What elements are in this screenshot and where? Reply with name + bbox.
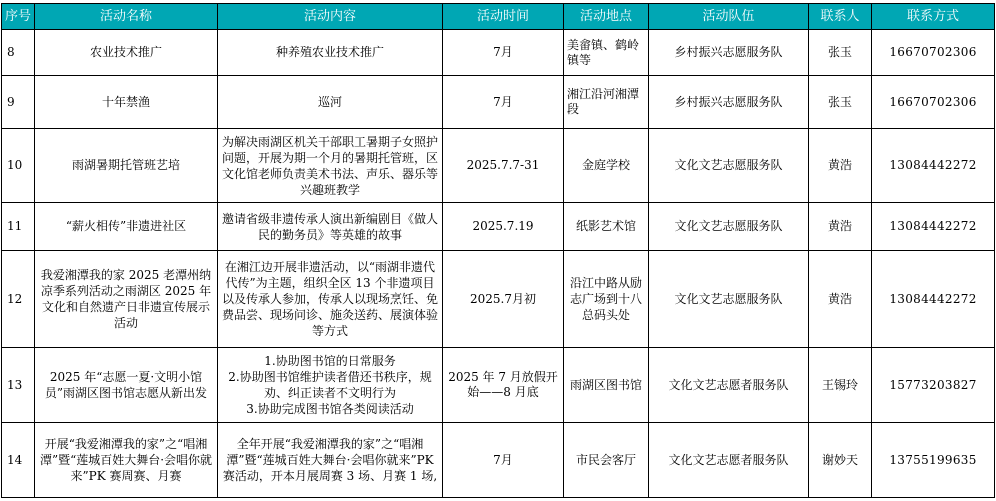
header-contact: 联系人 <box>809 4 872 30</box>
content-line: 3.协助完成图书馆各类阅读活动 <box>246 402 414 416</box>
cell-content <box>218 348 443 423</box>
cell-no: 10 <box>2 129 35 203</box>
cell-contact: 黄浩 <box>809 251 872 348</box>
cell-contact: 黄浩 <box>809 203 872 251</box>
cell-no: 9 <box>2 76 35 129</box>
cell-phone: 16670702306 <box>872 30 995 76</box>
cell-time: 2025.7.19 <box>443 203 564 251</box>
header-name: 活动名称 <box>35 4 218 30</box>
cell-content: 邀请省级非遗传承人演出新编剧目《做人民的勤务员》等英雄的故事 <box>218 203 443 251</box>
table-row <box>2 423 995 498</box>
cell-phone: 13755199635 <box>872 423 995 498</box>
cell-time: 7月 <box>443 423 564 498</box>
cell-place: 市民会客厅 <box>564 423 649 498</box>
table-row <box>2 203 995 251</box>
header-content: 活动内容 <box>218 4 443 30</box>
cell-contact: 黄浩 <box>809 129 872 203</box>
cell-contact: 张玉 <box>809 30 872 76</box>
cell-contact: 谢妙天 <box>809 423 872 498</box>
header-row <box>2 4 995 30</box>
cell-team: 文化文艺志愿服务队 <box>649 203 809 251</box>
cell-place: 雨湖区图书馆 <box>564 348 649 423</box>
cell-phone: 13084442272 <box>872 129 995 203</box>
cell-name: “薪火相传”非遗进社区 <box>35 203 218 251</box>
cell-team: 文化文艺志愿服务队 <box>649 129 809 203</box>
header-phone: 联系方式 <box>872 4 995 30</box>
header-no: 序号 <box>2 4 35 30</box>
table-row <box>2 129 995 203</box>
cell-time: 2025.7月初 <box>443 251 564 348</box>
cell-place: 金庭学校 <box>564 129 649 203</box>
header-time: 活动时间 <box>443 4 564 30</box>
content-line: 2.协助图书馆维护读者借还书秩序，规劝、纠正读者不文明行为 <box>228 370 432 400</box>
cell-name: 雨湖暑期托管班艺培 <box>35 129 218 203</box>
cell-name: 开展“我爱湘潭我的家”之“唱湘潭”暨“莲城百姓大舞台·会唱你就来”PK 赛周赛、月赛 <box>35 423 218 498</box>
cell-no: 14 <box>2 423 35 498</box>
cell-contact: 王锡玲 <box>809 348 872 423</box>
table-row <box>2 251 995 348</box>
cell-name: 十年禁渔 <box>35 76 218 129</box>
table-row <box>2 76 995 129</box>
cell-time: 7月 <box>443 30 564 76</box>
activity-table <box>1 3 995 498</box>
cell-content: 在湘江边开展非遗活动，以“雨湖非遗代代传”为主题，组织全区 13 个非遗项目以及传承人参加，传承人以现场烹饪、免费品尝、现场问诊、施灸送药、展演体验等方式 <box>218 251 443 348</box>
cell-phone: 16670702306 <box>872 76 995 129</box>
content-line: 1.协助图书馆的日常服务 <box>264 354 396 368</box>
cell-no: 12 <box>2 251 35 348</box>
cell-name: 我爱湘潭我的家 2025 老潭州纳凉季系列活动之雨湖区 2025 年文化和自然遗产日非遗宣传展示活动 <box>35 251 218 348</box>
cell-time: 2025 年 7 月放假开始——8 月底 <box>443 348 564 423</box>
cell-team: 文化文艺志愿服务队 <box>649 251 809 348</box>
table-row <box>2 348 995 423</box>
header-place: 活动地点 <box>564 4 649 30</box>
cell-team: 乡村振兴志愿服务队 <box>649 30 809 76</box>
cell-content: 为解决雨湖区机关干部职工暑期子女照护问题，开展为期一个月的暑期托管班，区文化馆老师负责美术书法、声乐、器乐等兴趣班教学 <box>218 129 443 203</box>
cell-team: 文化文艺志愿者服务队 <box>649 348 809 423</box>
cell-time: 2025.7.7-31 <box>443 129 564 203</box>
cell-content: 种养殖农业技术推广 <box>218 30 443 76</box>
cell-place: 美畲镇、鹤岭镇等 <box>564 30 649 76</box>
cell-phone: 15773203827 <box>872 348 995 423</box>
cell-name: 2025 年“志愿一夏·文明小馆员”雨湖区图书馆志愿从新出发 <box>35 348 218 423</box>
cell-content: 全年开展“我爱湘潭我的家”之“唱湘潭”暨“莲城百姓大舞台·会唱你就来”PK 赛活动，开本月展周赛 3 场、月赛 1 场, <box>218 423 443 498</box>
cell-content: 巡河 <box>218 76 443 129</box>
cell-place: 湘江沿河湘潭段 <box>564 76 649 129</box>
cell-no: 11 <box>2 203 35 251</box>
cell-name: 农业技术推广 <box>35 30 218 76</box>
cell-no: 13 <box>2 348 35 423</box>
cell-time: 7月 <box>443 76 564 129</box>
cell-phone: 13084442272 <box>872 203 995 251</box>
cell-place: 沿江中路从励志广场到十八总码头处 <box>564 251 649 348</box>
cell-no: 8 <box>2 30 35 76</box>
cell-team: 文化文艺志愿者服务队 <box>649 423 809 498</box>
cell-contact: 张玉 <box>809 76 872 129</box>
cell-phone: 13084442272 <box>872 251 995 348</box>
header-team: 活动队伍 <box>649 4 809 30</box>
table-row <box>2 30 995 76</box>
cell-team: 乡村振兴志愿服务队 <box>649 76 809 129</box>
cell-place: 纸影艺术馆 <box>564 203 649 251</box>
